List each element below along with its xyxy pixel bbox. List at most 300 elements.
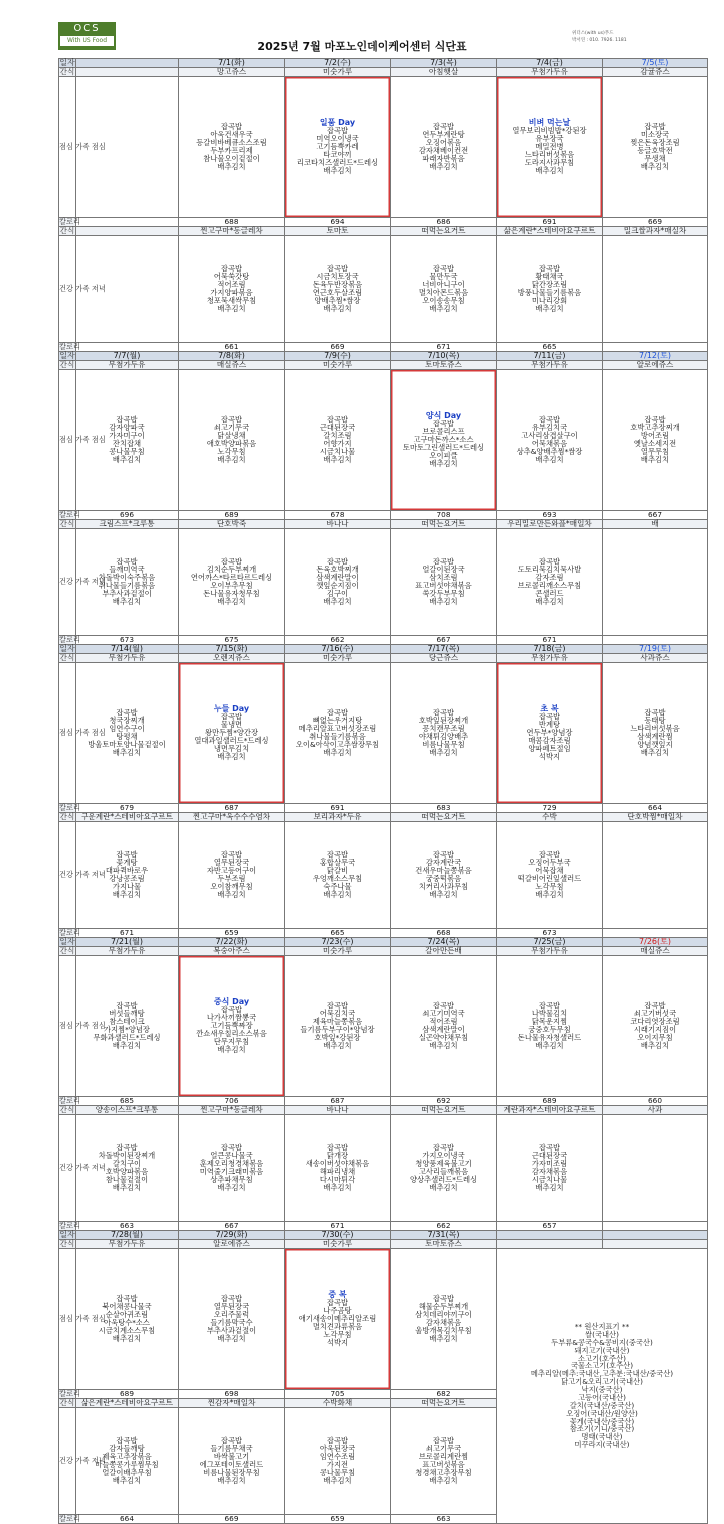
menu-item: 잡곡밥 — [538, 557, 561, 567]
menu-item: 호박잎*강된장 — [314, 1032, 361, 1042]
menu-item: 가지전 — [326, 1460, 349, 1469]
snack-cell: 구운계란*스테비아요구르트 — [76, 813, 179, 822]
menu-item: 느타리버섯볶음 — [524, 149, 575, 159]
snack-cell: 오렌지쥬스 — [179, 654, 285, 663]
menu-item: 어묵채볶음 — [531, 439, 568, 448]
row-label: 점심 가족 점심 — [59, 956, 76, 1097]
menu-cell — [391, 1408, 497, 1515]
menu-item: 취나물들기름볶음 — [98, 581, 156, 590]
menu-item: 훈제오리청경채볶음 — [199, 1159, 264, 1169]
menu-item: 무화과샐러드*드레싱 — [93, 1032, 161, 1042]
snack-cell: 토마토쥬스 — [391, 1240, 497, 1249]
snack-cell: 수박화채 — [285, 1399, 391, 1408]
menu-item: 잡곡밥 — [326, 1001, 349, 1011]
calorie-cell: 683 — [391, 804, 497, 813]
menu-item: 잡곡밥 — [116, 1436, 138, 1446]
menu-item: 콩나물무침 — [109, 446, 145, 456]
snack-cell: 망고쥬스 — [179, 68, 285, 77]
menu-cell — [179, 236, 285, 343]
menu-item: 차돌박이숙주볶음 — [98, 573, 156, 583]
calorie-cell: 708 — [391, 511, 497, 520]
menu-item: 노각무침 — [535, 881, 564, 891]
menu-item: 잡곡밥 — [326, 850, 349, 860]
calorie-row — [59, 511, 708, 520]
calorie-row — [59, 218, 708, 227]
snack-cell: 무첨가두유 — [497, 361, 603, 370]
menu-item: 배추김치 — [640, 747, 670, 757]
calorie-cell: 691 — [497, 218, 603, 227]
menu-item: 연두부*양념장 — [526, 728, 573, 738]
snack-cell: 수박 — [497, 813, 603, 822]
day-header: 7/10(목) — [391, 352, 497, 361]
menu-item: 잡곡밥 — [220, 1143, 243, 1153]
menu-item: 열무무침 — [640, 446, 670, 456]
calorie-cell: 663 — [76, 1222, 179, 1231]
calorie-cell: 671 — [391, 343, 497, 352]
menu-item: 잡곡밥 — [326, 1436, 349, 1446]
menu-item: 가자미구이 — [109, 431, 145, 441]
menu-item: 방풍나물들기름볶음 — [517, 288, 582, 297]
menu-item: 토마토그린샐러드*드레싱 — [402, 442, 485, 452]
menu-item: 양념깻잎지 — [637, 739, 673, 749]
calorie-cell: 729 — [497, 804, 603, 813]
menu-cell — [179, 370, 285, 511]
menu-item: 미역줄기크래미볶음 — [199, 1167, 264, 1176]
menu-item: 오이부추무침 — [210, 581, 253, 590]
menu-item: 어묵쑥갓탕 — [213, 272, 250, 282]
menu-item: 잡곡밥 — [220, 122, 243, 132]
menu-item: 쇠고기버섯국 — [633, 1009, 677, 1019]
snack-cell: 계란과자*스테비아요구르트 — [497, 1106, 603, 1115]
menu-item: 잡곡밥 — [116, 1001, 138, 1011]
calorie-cell: 691 — [285, 804, 391, 813]
menu-item: 감자채베이컨전 — [418, 146, 469, 155]
menu-item: 시래기지짐이 — [633, 1025, 677, 1034]
calorie-cell: 705 — [285, 1390, 391, 1399]
menu-item: 해물순두부찌개 — [418, 1302, 469, 1312]
row-label: 점심 가족 점심 — [59, 663, 76, 804]
menu-item: 야채튀김양배추 — [418, 732, 469, 741]
menu-item: 잡곡밥 — [538, 264, 561, 274]
menu-item: 고기듬뿍카레 — [316, 142, 359, 152]
origin-item: 국물소고기(호주산) — [570, 1361, 634, 1371]
snack-cell: 무첨가두유 — [76, 947, 179, 956]
menu-item: 브로콜리깨소스무침 — [517, 581, 582, 590]
menu-item: 물만두국 — [429, 272, 458, 282]
menu-cell — [603, 77, 708, 218]
menu-item: 적어조림 — [429, 1017, 458, 1027]
menu-item: 잡곡밥 — [432, 264, 455, 274]
snack-cell — [76, 227, 179, 236]
menu-item: 고사리삼겹살구이 — [521, 431, 578, 441]
menu-item: 메추리알표고버섯장조림 — [298, 724, 377, 734]
calorie-cell — [76, 218, 179, 227]
menu-item: 나주곰탕 — [323, 1306, 352, 1316]
menu-item: 배추김치 — [535, 303, 564, 313]
menu-item: 김구이 — [326, 588, 349, 598]
row-label: 칼로리 — [59, 510, 81, 520]
calorie-cell: 696 — [76, 511, 179, 520]
menu-item: 잡곡밥 — [326, 1298, 349, 1308]
menu-item: 실곤약야채무침 — [418, 1032, 469, 1042]
menu-item: 잡곡밥 — [326, 126, 349, 136]
menu-item: 코다리엿장조림 — [630, 1017, 680, 1027]
menu-item: 궁중떡볶음 — [425, 874, 462, 883]
snack-cell: 무첨가두유 — [76, 654, 179, 663]
calorie-cell: 688 — [179, 218, 285, 227]
row-label: 점심 가족 점심 — [59, 370, 76, 511]
menu-item: 배추김치 — [323, 165, 352, 175]
row-label: 칼로리 — [59, 1221, 81, 1231]
calorie-cell: 673 — [497, 929, 603, 938]
calorie-row — [59, 929, 708, 938]
day-header: 7/15(화) — [179, 645, 285, 654]
calorie-cell: 689 — [76, 1390, 179, 1399]
menu-item: 배추김치 — [429, 161, 458, 171]
menu-item: 중 복 — [328, 1290, 347, 1300]
menu-item: 잡곡밥 — [432, 419, 455, 429]
menu-item: 나박물김치 — [531, 1009, 568, 1019]
menu-item: 배추김치 — [535, 889, 564, 899]
snack-cell: 떠먹는요거트 — [391, 1399, 497, 1408]
menu-item: 오이송송무침 — [422, 295, 465, 305]
menu-item: 표고버섯볶음 — [422, 1460, 465, 1469]
menu-cell — [285, 956, 391, 1097]
menu-item: 감자양파국 — [109, 423, 145, 433]
menu-cell — [285, 1115, 391, 1222]
snack-cell: 찐감자*매일차 — [179, 1399, 285, 1408]
snack-cell: 알로에쥬스 — [603, 361, 708, 370]
menu-item: 석박지 — [538, 751, 561, 761]
day-header: 7/24(목) — [391, 938, 497, 947]
day-header: 7/25(금) — [497, 938, 603, 947]
menu-item: 멸치견과류볶음 — [312, 1321, 363, 1331]
menu-item: 방울토마토양나물겉절이 — [88, 739, 166, 749]
menu-item: 잡곡밥 — [116, 557, 138, 567]
day-header: 7/7(월) — [76, 352, 179, 361]
day-header: 7/12(토) — [603, 352, 708, 361]
menu-item: 시금치나물 — [531, 1174, 568, 1184]
menu-item: 잡곡밥 — [220, 1294, 243, 1304]
menu-item: 시금치토장국 — [316, 272, 359, 282]
row-label: 간식 — [59, 67, 75, 76]
row-label: 칼로리 — [59, 1514, 81, 1524]
calorie-cell: 687 — [179, 804, 285, 813]
menu-item: 양상추샐러드*드레싱 — [409, 1174, 478, 1184]
menu-item: 배추김치 — [217, 1475, 246, 1485]
menu-item: 잔치잡채 — [112, 439, 142, 448]
row-label: 간식 — [59, 812, 75, 821]
menu-cell — [391, 956, 497, 1097]
snack-cell: 무첨가두유 — [497, 68, 603, 77]
menu-item: 새송이버섯야채볶음 — [305, 1159, 370, 1169]
row-label: 건강 가족 저녁 — [59, 1408, 76, 1515]
menu-item: 배추김치 — [217, 1333, 246, 1343]
menu-item: 연두부계란탕 — [422, 130, 465, 140]
menu-item: 배추김치 — [217, 1044, 246, 1054]
menu-cell — [179, 663, 285, 804]
menu-cell — [179, 1249, 285, 1390]
date-row — [59, 1231, 708, 1240]
menu-item: 삼색계란말이 — [422, 1025, 465, 1034]
menu-item: 배추김치 — [535, 454, 564, 464]
calorie-cell: 664 — [603, 804, 708, 813]
snack-cell: 사과 — [603, 1106, 708, 1115]
menu-item: 도토리묵김치묵사발 — [517, 565, 582, 575]
calorie-cell: 667 — [179, 1222, 285, 1231]
menu-item: 배추김치 — [217, 1182, 246, 1192]
menu-item: 도라지사과무침 — [524, 157, 575, 167]
menu-item: 돈육두반장볶음 — [312, 280, 363, 290]
menu-item: 감자채볶음 — [531, 1167, 568, 1176]
menu-item: 잡곡밥 — [220, 712, 243, 722]
menu-item: 비름나물된장무침 — [203, 1467, 260, 1477]
menu-item: 배추김치 — [323, 303, 352, 313]
menu-cell — [179, 77, 285, 218]
menu-item: 배추김치 — [323, 747, 352, 757]
menu-item: 반계탕 — [538, 720, 561, 730]
menu-cell — [179, 1115, 285, 1222]
snack-cell: 미숫가루 — [285, 68, 391, 77]
menu-item: 고구마돈까스*소스 — [413, 435, 474, 445]
row-label: 간식 — [59, 1398, 75, 1407]
menu-item: 잡곡밥 — [432, 122, 455, 132]
menu-cell — [391, 529, 497, 636]
origin-item: 닭고기&오리고기(국내산) — [561, 1377, 643, 1387]
menu-item: 청양풍제육불고기 — [415, 1159, 472, 1169]
menu-item: 건새우마늘쫑볶음 — [415, 866, 472, 876]
snack-cell: 매실쥬스 — [179, 361, 285, 370]
menu-item: 배추김치 — [429, 747, 458, 757]
menu-cell — [285, 236, 391, 343]
snack-cell: 토마토 — [285, 227, 391, 236]
menu-item: 우엉깨소스무침 — [312, 874, 363, 883]
contact-company: 위더스(with us)푸드 — [572, 31, 614, 36]
menu-item: 잡곡밥 — [220, 264, 243, 274]
row-label: 점심 가족 점심 — [59, 1249, 76, 1390]
menu-item: 양파페트절임 — [528, 743, 571, 753]
menu-item: 배추김치 — [112, 1333, 142, 1343]
menu-cell — [285, 1408, 391, 1515]
day-header: 7/23(수) — [285, 938, 391, 947]
menu-item: 돈나물유자청무침 — [203, 588, 260, 598]
calorie-cell: 659 — [179, 929, 285, 938]
calorie-cell: 665 — [285, 929, 391, 938]
snack-cell: 단호박죽 — [179, 520, 285, 529]
menu-item: 노각무침 — [217, 446, 246, 456]
snack-cell: 바나나 — [285, 520, 391, 529]
menu-item: 깐쇼새우칠리소스볶음 — [196, 1028, 267, 1038]
origin-item: 미꾸라지(국내산) — [574, 1440, 630, 1450]
menu-item: 가자미조림 — [531, 1159, 568, 1169]
snack-row — [59, 1106, 708, 1115]
calorie-cell: 692 — [391, 1097, 497, 1106]
snack-cell: 갈아만든배 — [391, 947, 497, 956]
menu-item: 동글호박전 — [637, 146, 673, 155]
lunch-row — [59, 77, 708, 218]
day-header: 7/4(금) — [497, 59, 603, 68]
menu-item: 숙주나물 — [323, 881, 352, 891]
calorie-cell: 657 — [497, 1222, 603, 1231]
menu-item: 배추김치 — [112, 747, 142, 757]
menu-item: 잡곡밥 — [116, 850, 138, 860]
day-header — [603, 1231, 708, 1240]
day-header: 7/18(금) — [497, 645, 603, 654]
dinner-row — [59, 1115, 708, 1222]
menu-item: 배추김치 — [535, 596, 564, 606]
menu-item: 차돌박이된장찌개 — [98, 1151, 156, 1161]
snack-row — [59, 361, 708, 370]
calorie-cell: 662 — [391, 1222, 497, 1231]
calorie-cell: 675 — [179, 636, 285, 645]
menu-item: 바싹불고기 — [213, 1452, 250, 1462]
day-header: 7/21(월) — [76, 938, 179, 947]
menu-item: 감자계란국 — [425, 858, 462, 868]
snack-cell: 밀크쌀과자*매실차 — [603, 227, 708, 236]
menu-cell — [391, 822, 497, 929]
menu-item: 참나물오이겉절이 — [203, 153, 260, 163]
snack-cell: 알로에쥬스 — [179, 1240, 285, 1249]
menu-item: 쑥갓두부무침 — [422, 588, 465, 598]
menu-item: 아욱된장국 — [319, 1444, 356, 1454]
menu-item: 궁중호두무침 — [528, 1025, 571, 1034]
menu-item: 배추김치 — [429, 1040, 458, 1050]
menu-item: 대파퀵바로우 — [105, 866, 149, 876]
menu-item: 배추김치 — [112, 889, 142, 899]
menu-cell — [603, 370, 708, 511]
row-label: 건강 가족 저녁 — [59, 236, 76, 343]
menu-item: 삼색계란말이 — [316, 573, 359, 583]
menu-item: 애호박양파볶음 — [206, 439, 257, 448]
menu-cell — [179, 529, 285, 636]
day-header — [497, 1231, 603, 1240]
menu-item: 뼈없는우거지탕 — [312, 716, 363, 726]
menu-item: 삼색계란찜 — [637, 732, 673, 741]
menu-item: 닭개장 — [326, 1151, 349, 1161]
snack-cell — [76, 68, 179, 77]
menu-item: 배추김치 — [429, 458, 458, 468]
menu-item: 홍합살무국 — [319, 858, 356, 868]
menu-item: 배추김치 — [429, 596, 458, 606]
menu-cell — [497, 77, 603, 218]
calorie-cell: 693 — [497, 511, 603, 520]
menu-item: 들기름무채국 — [210, 1444, 253, 1454]
menu-item: 얼갈이된장국 — [422, 565, 465, 575]
menu-item: 닭살냉채 — [217, 431, 246, 441]
calorie-row — [59, 1222, 708, 1231]
menu-cell — [603, 529, 708, 636]
menu-item: 두부카프리제 — [210, 146, 253, 155]
menu-cell — [391, 77, 497, 218]
menu-item: 잡곡밥 — [644, 1001, 666, 1011]
menu-item: 잡곡밥 — [220, 850, 243, 860]
day-header: 7/30(수) — [285, 1231, 391, 1240]
menu-item: 메밀전병 — [535, 142, 564, 152]
menu-cell — [497, 1115, 603, 1222]
row-label: 건강 가족 저녁 — [59, 822, 76, 929]
menu-item: 오이지무침 — [637, 1032, 673, 1042]
calorie-cell: 687 — [285, 1097, 391, 1106]
origin-item: 고등어(국내산) — [578, 1392, 626, 1402]
menu-item: 청국장찌개 — [109, 716, 145, 726]
menu-item: 깻잎순지짐이 — [316, 581, 359, 590]
snack-cell: 바나나 — [285, 1106, 391, 1115]
date-row — [59, 59, 708, 68]
menu-item: 배추김치 — [429, 303, 458, 313]
calorie-cell: 667 — [391, 636, 497, 645]
menu-item: 무생채 — [644, 153, 666, 163]
menu-item: 유부장국 — [535, 134, 564, 144]
snack-cell: 떠먹는요거트 — [391, 813, 497, 822]
snack-cell: 토마토쥬스 — [391, 361, 497, 370]
menu-item: 시금치나물 — [319, 446, 356, 456]
calorie-cell: 689 — [179, 511, 285, 520]
row-label: 간식 — [59, 653, 75, 662]
snack-cell: 미숫가루 — [285, 361, 391, 370]
day-header: 7/17(목) — [391, 645, 497, 654]
menu-item: 순살아귀조림 — [105, 1310, 149, 1320]
day-header: 7/1(화) — [179, 59, 285, 68]
menu-item: 배추김치 — [535, 1182, 564, 1192]
menu-cell — [603, 822, 708, 929]
menu-item: 배추김치 — [217, 454, 246, 464]
calorie-cell: 671 — [497, 636, 603, 645]
menu-item: 잡곡밥 — [326, 708, 349, 718]
menu-item: 아욱탕수*소스 — [104, 1318, 150, 1327]
menu-item: 어묵잡채 — [535, 866, 564, 876]
menu-item: 연근호두살조림 — [312, 288, 363, 297]
menu-item: 비름나물무침 — [422, 739, 465, 749]
menu-item: 배추김치 — [323, 596, 352, 606]
menu-item: 배추김치 — [429, 1475, 458, 1485]
menu-item: 쇠고기미역국 — [422, 1009, 465, 1019]
menu-item: 참스테이크 — [109, 1017, 145, 1027]
menu-item: 왕만두찜*양간장 — [205, 728, 258, 738]
day-header: 7/8(화) — [179, 352, 285, 361]
menu-item: 참나물겉절이 — [105, 1174, 149, 1184]
origin-item: 꽃게(국내산/중국산) — [569, 1416, 635, 1426]
snack-cell: 떠먹는요거트 — [391, 227, 497, 236]
menu-cell — [497, 663, 603, 804]
menu-item: 배추김치 — [217, 303, 246, 313]
origin-item: 명태(국내산) — [581, 1432, 623, 1442]
menu-item: 배추김치 — [112, 454, 142, 464]
menu-item: 잡곡밥 — [220, 1436, 243, 1446]
menu-item: 양배추찜*쌈장 — [314, 295, 361, 305]
menu-item: 가지나물 — [112, 881, 142, 891]
menu-item: 북어채콩나물국 — [102, 1302, 152, 1312]
calorie-cell: 706 — [179, 1097, 285, 1106]
snack-cell: 무첨가두유 — [76, 1240, 179, 1249]
menu-item: 배추김치 — [535, 165, 564, 175]
menu-item: 콘샐러드 — [535, 588, 564, 598]
calorie-row — [59, 343, 708, 352]
menu-item: 쇠고기무국 — [213, 423, 250, 433]
menu-item: 잡곡밥 — [538, 1001, 561, 1011]
day-header: 7/28(월) — [76, 1231, 179, 1240]
menu-item: 배추김치 — [323, 1040, 352, 1050]
menu-item: 오리주물럭 — [213, 1310, 250, 1320]
row-label: 칼로리 — [59, 928, 81, 938]
calorie-cell: 694 — [285, 218, 391, 227]
origin-item: 참조기(기니/중국산) — [569, 1424, 635, 1434]
contact-person: 박서연 : 010. 7926. 1181 — [572, 38, 627, 43]
row-label: 칼로리 — [59, 1096, 81, 1106]
menu-item: 잡곡밥 — [538, 850, 561, 860]
calorie-cell: 685 — [76, 1097, 179, 1106]
snack-cell: 단호박찜*매일차 — [603, 813, 708, 822]
menu-cell — [603, 1115, 708, 1222]
